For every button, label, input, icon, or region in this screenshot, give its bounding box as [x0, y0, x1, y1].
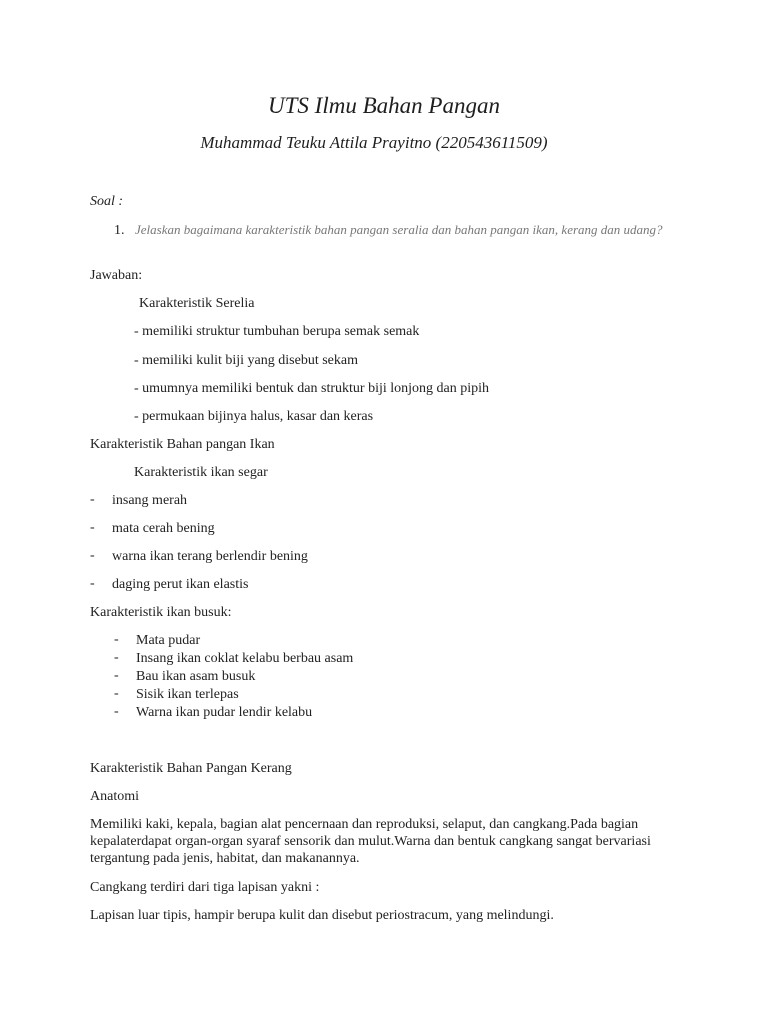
- ikan-segar-item: insang merah: [112, 493, 188, 508]
- list-bullet: -: [90, 520, 95, 535]
- ikan-busuk-heading: Karakteristik ikan busuk:: [90, 605, 232, 620]
- list-bullet: -: [114, 686, 119, 701]
- cangkang-intro: Cangkang terdiri dari tiga lapisan yakni :: [90, 880, 320, 895]
- lapisan-luar: Lapisan luar tipis, hampir berupa kulit dan disebut periostracum, yang melindungi.: [90, 908, 554, 923]
- ikan-heading: Karakteristik Bahan pangan Ikan: [90, 437, 275, 452]
- ikan-busuk-item: Insang ikan coklat kelabu berbau asam: [136, 651, 354, 666]
- serealia-item: - umumnya memiliki bentuk dan struktur biji lonjong dan pipih: [134, 381, 490, 396]
- list-bullet: -: [114, 632, 119, 647]
- ikan-busuk-item: Mata pudar: [136, 633, 201, 648]
- serealia-item: - memiliki kulit biji yang disebut sekam: [134, 353, 358, 368]
- serealia-item: - memiliki struktur tumbuhan berupa semak semak: [134, 324, 420, 339]
- ikan-segar-item: warna ikan terang berlendir bening: [112, 549, 308, 564]
- ikan-segar-heading: Karakteristik ikan segar: [134, 465, 268, 480]
- list-bullet: -: [114, 704, 119, 719]
- kerang-paragraph-line: Memiliki kaki, kepala, bagian alat pencernaan dan reproduksi, selaput, dan cangkang.Pada bagian: [90, 817, 639, 832]
- kerang-anatomi: Anatomi: [90, 789, 139, 804]
- jawaban-label: Jawaban:: [90, 268, 143, 283]
- question-text: Jelaskan bagaimana karakteristik bahan pangan seralia dan bahan pangan ikan, kerang dan udang?: [135, 222, 663, 237]
- list-bullet: -: [90, 576, 95, 591]
- document-title: UTS Ilmu Bahan Pangan: [268, 93, 500, 118]
- ikan-busuk-item: Sisik ikan terlepas: [136, 687, 239, 702]
- kerang-paragraph-line: tergantung pada jenis, habitat, dan makanannya.: [90, 851, 360, 866]
- list-bullet: -: [90, 548, 95, 563]
- list-bullet: -: [90, 492, 95, 507]
- document-author: Muhammad Teuku Attila Prayitno (220543611509): [200, 133, 548, 152]
- list-bullet: -: [114, 650, 119, 665]
- list-bullet: -: [114, 668, 119, 683]
- kerang-paragraph-line: kepalaterdapat organ-organ syaraf sensorik dan mulut.Warna dan bentuk cangkang sangat bervariasi: [90, 834, 651, 849]
- question-number: 1.: [114, 223, 125, 238]
- ikan-busuk-item: Bau ikan asam busuk: [136, 669, 256, 684]
- soal-label: Soal :: [90, 194, 124, 209]
- kerang-heading: Karakteristik Bahan Pangan Kerang: [90, 761, 292, 776]
- serealia-item: - permukaan bijinya halus, kasar dan keras: [134, 409, 374, 424]
- ikan-segar-item: mata cerah bening: [112, 521, 215, 536]
- serealia-heading: Karakteristik Serelia: [139, 296, 255, 311]
- ikan-segar-item: daging perut ikan elastis: [112, 577, 249, 592]
- ikan-busuk-item: Warna ikan pudar lendir kelabu: [136, 705, 313, 720]
